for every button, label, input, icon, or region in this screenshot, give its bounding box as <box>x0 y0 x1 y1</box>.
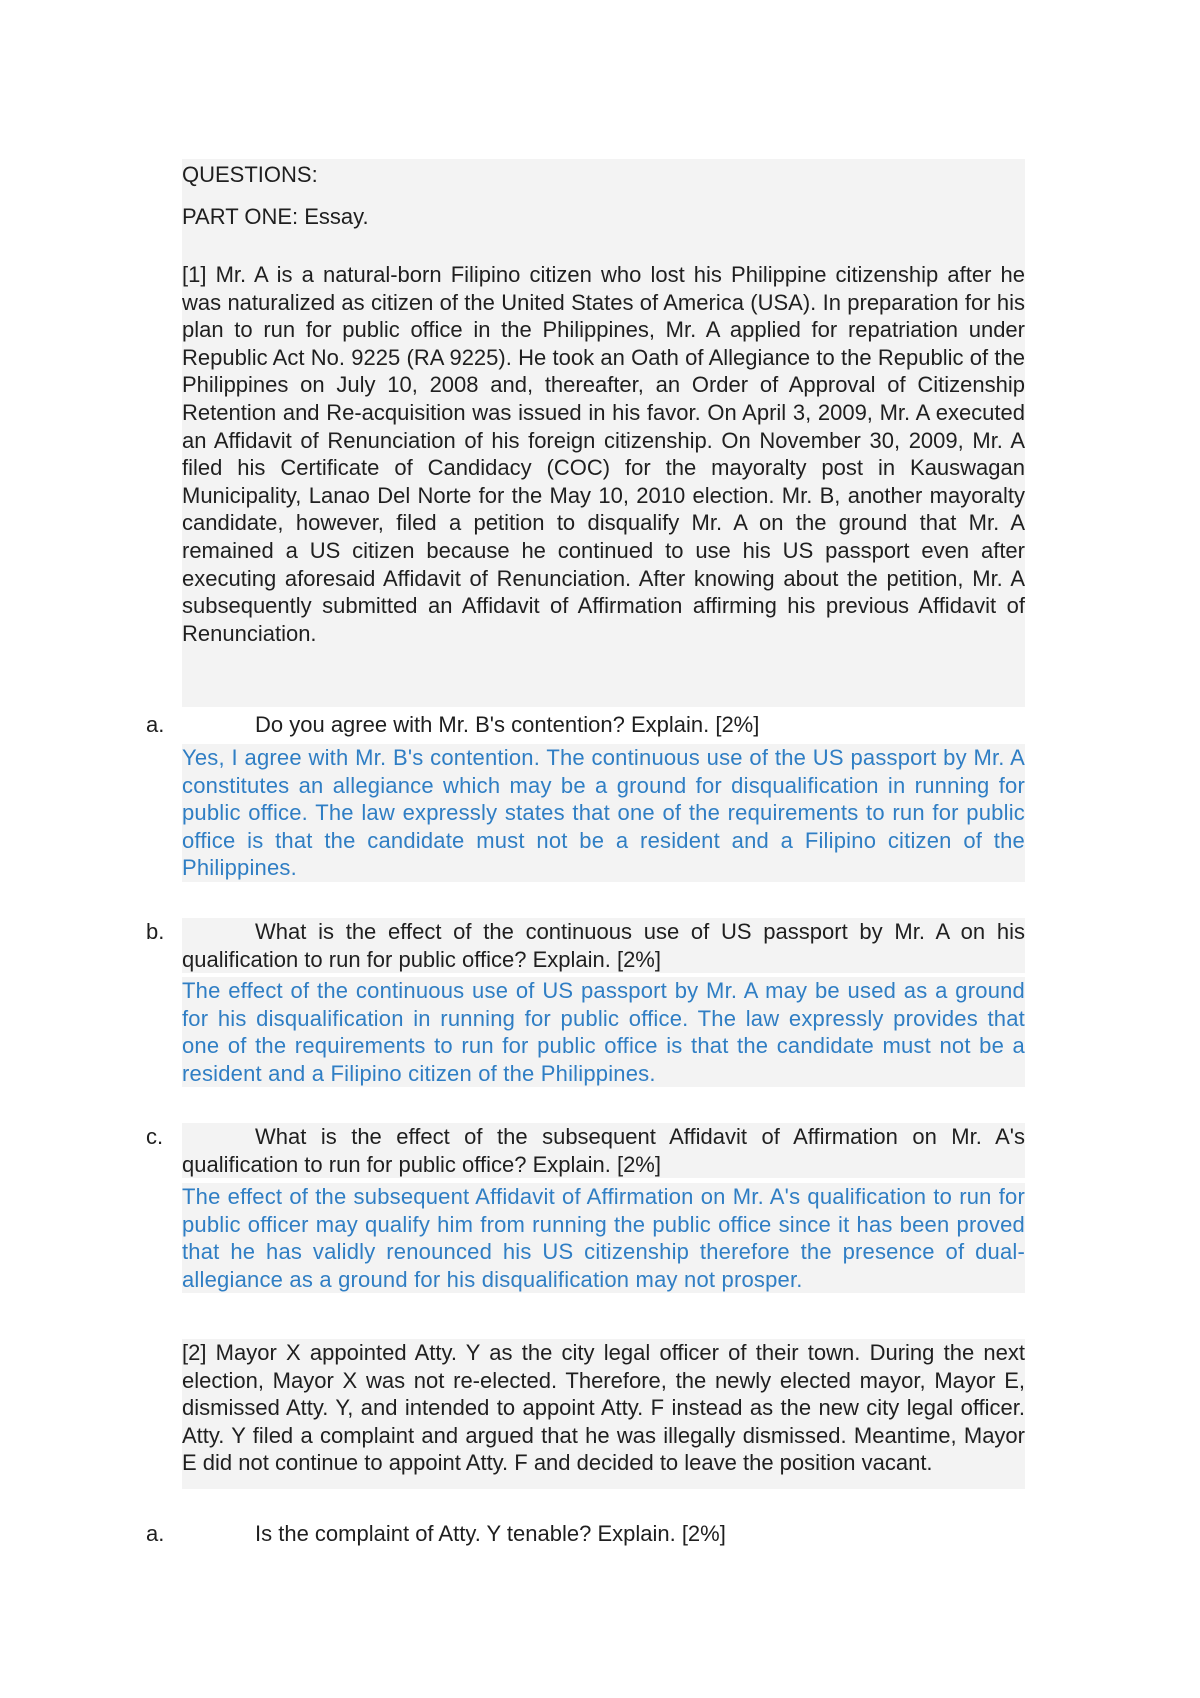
question-c-text: What is the effect of the subsequent Affidavit of Affirmation on Mr. A's qualification to run for public office? Explain. [2%] <box>182 1124 1025 1177</box>
question-a-text: Do you agree with Mr. B's contention? Explain. [2%] <box>255 712 760 737</box>
question-b-text: What is the effect of the continuous use of US passport by Mr. A on his qualification to run for public office? Explain. [2%] <box>182 919 1025 972</box>
question-a-letter: a. <box>146 712 165 737</box>
answer-a-text: Yes, I agree with Mr. B's contention. The continuous use of the US passport by Mr. A constitutes an allegiance which may be a ground for disqualification in running for public office. The law expressly states that one of the requirements to run for public office is that the candidate must not be a resident and a Filipino citizen of the Philippines. <box>182 745 1025 881</box>
questions-heading: QUESTIONS: <box>182 162 318 187</box>
problem-2-question-a-text: Is the complaint of Atty. Y tenable? Explain. [2%] <box>255 1521 726 1546</box>
question-b-letter: b. <box>146 919 165 944</box>
problem-2-question-a-letter: a. <box>146 1521 165 1546</box>
part-one-heading: PART ONE: Essay. <box>182 204 369 229</box>
problem-2-text: [2] Mayor X appointed Atty. Y as the city legal officer of their town. During the next election, Mayor X was not re-elected. Therefore, the newly elected mayor, Mayor E, dismissed Atty. Y, and intended to appoint Atty. F instead as the new city legal officer. Atty. Y filed a complaint and argued that he was illegally dismissed. Meantime, Mayor E did not continue to appoint Atty. F and decided to leave the position vacant. <box>182 1339 1025 1489</box>
question-c-letter: c. <box>146 1124 164 1149</box>
problem-1-text: [1] Mr. A is a natural-born Filipino citizen who lost his Philippine citizenship after he was naturalized as citizen of the United States of America (USA). In preparation for his plan to run for public office in the Philippines, Mr. A applied for repatriation under Republic Act No. 9225 (RA 9225). He took an Oath of Allegiance to the Republic of the Philippines on July 10, 2008 and, thereafter, an Order of Approval of Citizenship Retention and Re-acquisition was issued in his favor. On April 3, 2009, Mr. A executed an Affidavit of Renunciation of his foreign citizenship. On November 30, 2009, Mr. A filed his Certificate of Candidacy (COC) for the mayoralty post in Kauswagan Municipality, Lanao Del Norte for the May 10, 2010 election. Mr. B, another mayoralty candidate, however, filed a petition to disqualify Mr. A on the ground that Mr. A remained a US citizen because he continued to use his US passport even after executing aforesaid Affidavit of Renunciation. After knowing about the petition, Mr. A subsequently submitted an Affidavit of Affirmation affirming his previous Affidavit of Renunciation. <box>182 262 1025 646</box>
answer-c-text: The effect of the subsequent Affidavit of Affirmation on Mr. A's qualification to run for public officer may qualify him from running the public office since it has been proved that he has validly renounced his US citizenship therefore the presence of dual-allegiance as a ground for his disqualification may not prosper. <box>182 1184 1025 1292</box>
answer-b-text: The effect of the continuous use of US passport by Mr. A may be used as a ground for his disqualification in running for public office. The law expressly provides that one of the requirements to run for public office is that the candidate must not be a resident and a Filipino citizen of the Philippines. <box>182 978 1025 1086</box>
